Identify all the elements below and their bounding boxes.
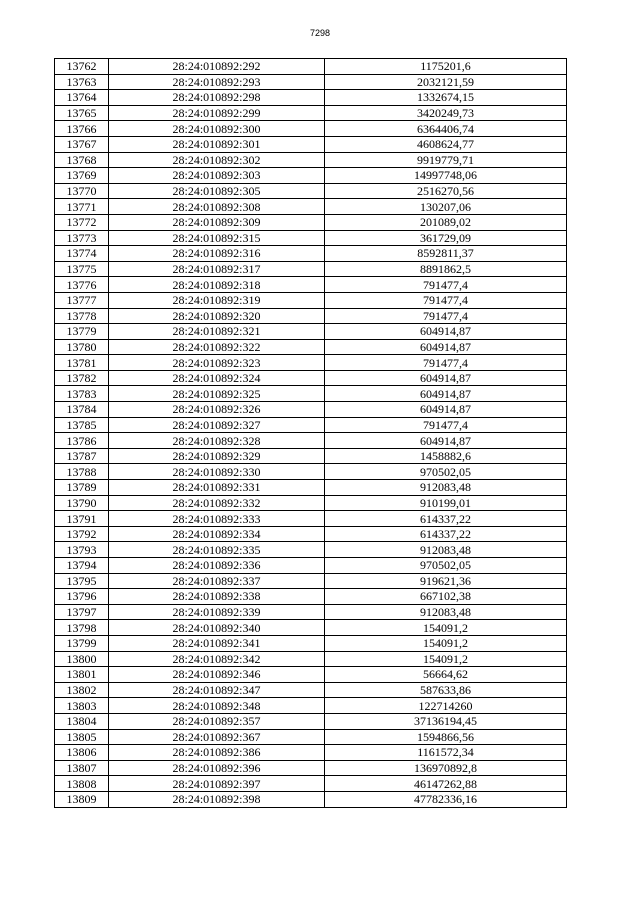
cadastral-number-cell: 28:24:010892:339 xyxy=(109,604,325,620)
table-row xyxy=(55,713,567,729)
row-number-cell: 13799 xyxy=(55,635,109,651)
table-row xyxy=(55,339,567,355)
cadastral-value-cell: 154091,2 xyxy=(325,651,567,667)
cadastral-value-cell: 8891862,5 xyxy=(325,261,567,277)
row-number-cell: 13785 xyxy=(55,417,109,433)
row-number-cell: 13766 xyxy=(55,121,109,137)
row-number-cell: 13808 xyxy=(55,776,109,792)
cadastral-value-cell: 604914,87 xyxy=(325,386,567,402)
cadastral-number-cell: 28:24:010892:320 xyxy=(109,308,325,324)
table-row xyxy=(55,370,567,386)
table-row xyxy=(55,230,567,246)
cadastral-value-cell: 154091,2 xyxy=(325,620,567,636)
cadastral-number-cell: 28:24:010892:329 xyxy=(109,448,325,464)
cadastral-number-cell: 28:24:010892:305 xyxy=(109,183,325,199)
cadastral-number-cell: 28:24:010892:334 xyxy=(109,526,325,542)
cadastral-value-cell: 3420249,73 xyxy=(325,105,567,121)
cadastral-value-cell: 791477,4 xyxy=(325,308,567,324)
cadastral-value-cell: 1175201,6 xyxy=(325,59,567,75)
cadastral-value-cell: 37136194,45 xyxy=(325,713,567,729)
cadastral-number-cell: 28:24:010892:396 xyxy=(109,760,325,776)
table-row xyxy=(55,90,567,106)
row-number-cell: 13776 xyxy=(55,277,109,293)
row-number-cell: 13789 xyxy=(55,480,109,496)
table-row xyxy=(55,651,567,667)
table-body xyxy=(55,59,567,808)
row-number-cell: 13793 xyxy=(55,542,109,558)
table-row xyxy=(55,433,567,449)
cadastral-number-cell: 28:24:010892:333 xyxy=(109,511,325,527)
cadastral-value-cell: 912083,48 xyxy=(325,542,567,558)
table-row xyxy=(55,308,567,324)
cadastral-value-cell: 587633,86 xyxy=(325,682,567,698)
cadastral-value-cell: 791477,4 xyxy=(325,417,567,433)
cadastral-value-cell: 201089,02 xyxy=(325,214,567,230)
table-row xyxy=(55,542,567,558)
cadastral-value-cell: 56664,62 xyxy=(325,667,567,683)
cadastral-number-cell: 28:24:010892:397 xyxy=(109,776,325,792)
table-row xyxy=(55,105,567,121)
row-number-cell: 13779 xyxy=(55,324,109,340)
cadastral-number-cell: 28:24:010892:302 xyxy=(109,152,325,168)
row-number-cell: 13797 xyxy=(55,604,109,620)
cadastral-number-cell: 28:24:010892:347 xyxy=(109,682,325,698)
row-number-cell: 13769 xyxy=(55,168,109,184)
table-row xyxy=(55,635,567,651)
cadastral-number-cell: 28:24:010892:348 xyxy=(109,698,325,714)
row-number-cell: 13774 xyxy=(55,246,109,262)
table-row xyxy=(55,791,567,807)
cadastral-value-cell: 1458882,6 xyxy=(325,448,567,464)
cadastral-number-cell: 28:24:010892:332 xyxy=(109,495,325,511)
cadastral-value-cell: 14997748,06 xyxy=(325,168,567,184)
table-row xyxy=(55,589,567,605)
cadastral-value-cell: 1332674,15 xyxy=(325,90,567,106)
cadastral-value-cell: 1161572,34 xyxy=(325,745,567,761)
table-row xyxy=(55,214,567,230)
row-number-cell: 13775 xyxy=(55,261,109,277)
cadastral-number-cell: 28:24:010892:335 xyxy=(109,542,325,558)
row-number-cell: 13803 xyxy=(55,698,109,714)
table-row xyxy=(55,324,567,340)
cadastral-value-cell: 604914,87 xyxy=(325,370,567,386)
cadastral-number-cell: 28:24:010892:340 xyxy=(109,620,325,636)
cadastral-number-cell: 28:24:010892:318 xyxy=(109,277,325,293)
cadastral-number-cell: 28:24:010892:367 xyxy=(109,729,325,745)
row-number-cell: 13796 xyxy=(55,589,109,605)
cadastral-value-cell: 361729,09 xyxy=(325,230,567,246)
cadastral-number-cell: 28:24:010892:346 xyxy=(109,667,325,683)
cadastral-value-cell: 2032121,59 xyxy=(325,74,567,90)
cadastral-number-cell: 28:24:010892:316 xyxy=(109,246,325,262)
cadastral-value-cell: 8592811,37 xyxy=(325,246,567,262)
row-number-cell: 13801 xyxy=(55,667,109,683)
cadastral-number-cell: 28:24:010892:336 xyxy=(109,558,325,574)
cadastral-value-cell: 604914,87 xyxy=(325,339,567,355)
cadastral-number-cell: 28:24:010892:298 xyxy=(109,90,325,106)
cadastral-value-cell: 791477,4 xyxy=(325,355,567,371)
table-row xyxy=(55,152,567,168)
cadastral-number-cell: 28:24:010892:330 xyxy=(109,464,325,480)
table-row xyxy=(55,355,567,371)
cadastral-number-cell: 28:24:010892:309 xyxy=(109,214,325,230)
row-number-cell: 13786 xyxy=(55,433,109,449)
cadastral-value-cell: 970502,05 xyxy=(325,464,567,480)
row-number-cell: 13809 xyxy=(55,791,109,807)
cadastral-value-cell: 46147262,88 xyxy=(325,776,567,792)
cadastral-number-cell: 28:24:010892:323 xyxy=(109,355,325,371)
row-number-cell: 13787 xyxy=(55,448,109,464)
row-number-cell: 13770 xyxy=(55,183,109,199)
cadastral-value-cell: 604914,87 xyxy=(325,433,567,449)
cadastral-number-cell: 28:24:010892:308 xyxy=(109,199,325,215)
table-row xyxy=(55,183,567,199)
table-row xyxy=(55,464,567,480)
table-row xyxy=(55,667,567,683)
cadastral-value-cell: 2516270,56 xyxy=(325,183,567,199)
table-row xyxy=(55,682,567,698)
table-row xyxy=(55,573,567,589)
cadastral-value-cell: 667102,38 xyxy=(325,589,567,605)
row-number-cell: 13780 xyxy=(55,339,109,355)
cadastral-number-cell: 28:24:010892:328 xyxy=(109,433,325,449)
table-row xyxy=(55,168,567,184)
cadastral-number-cell: 28:24:010892:324 xyxy=(109,370,325,386)
row-number-cell: 13773 xyxy=(55,230,109,246)
row-number-cell: 13802 xyxy=(55,682,109,698)
cadastral-value-cell: 912083,48 xyxy=(325,480,567,496)
table-row xyxy=(55,402,567,418)
row-number-cell: 13800 xyxy=(55,651,109,667)
table-row xyxy=(55,386,567,402)
cadastral-value-cell: 6364406,74 xyxy=(325,121,567,137)
cadastral-value-table xyxy=(54,58,567,808)
cadastral-number-cell: 28:24:010892:341 xyxy=(109,635,325,651)
cadastral-number-cell: 28:24:010892:337 xyxy=(109,573,325,589)
table-row xyxy=(55,448,567,464)
cadastral-value-cell: 791477,4 xyxy=(325,277,567,293)
row-number-cell: 13772 xyxy=(55,214,109,230)
cadastral-number-cell: 28:24:010892:319 xyxy=(109,292,325,308)
table-row xyxy=(55,246,567,262)
cadastral-value-cell: 604914,87 xyxy=(325,324,567,340)
cadastral-number-cell: 28:24:010892:386 xyxy=(109,745,325,761)
table-row xyxy=(55,136,567,152)
cadastral-value-cell: 130207,06 xyxy=(325,199,567,215)
cadastral-value-cell: 919621,36 xyxy=(325,573,567,589)
cadastral-number-cell: 28:24:010892:331 xyxy=(109,480,325,496)
cadastral-value-cell: 910199,01 xyxy=(325,495,567,511)
cadastral-number-cell: 28:24:010892:299 xyxy=(109,105,325,121)
table-row xyxy=(55,776,567,792)
table-row xyxy=(55,199,567,215)
table-row xyxy=(55,59,567,75)
row-number-cell: 13781 xyxy=(55,355,109,371)
cadastral-value-cell: 970502,05 xyxy=(325,558,567,574)
cadastral-number-cell: 28:24:010892:327 xyxy=(109,417,325,433)
cadastral-value-cell: 614337,22 xyxy=(325,526,567,542)
cadastral-value-cell: 1594866,56 xyxy=(325,729,567,745)
row-number-cell: 13783 xyxy=(55,386,109,402)
table-row xyxy=(55,261,567,277)
table-row xyxy=(55,292,567,308)
cadastral-number-cell: 28:24:010892:326 xyxy=(109,402,325,418)
row-number-cell: 13805 xyxy=(55,729,109,745)
row-number-cell: 13807 xyxy=(55,760,109,776)
row-number-cell: 13784 xyxy=(55,402,109,418)
row-number-cell: 13778 xyxy=(55,308,109,324)
cadastral-number-cell: 28:24:010892:357 xyxy=(109,713,325,729)
cadastral-value-cell: 912083,48 xyxy=(325,604,567,620)
row-number-cell: 13791 xyxy=(55,511,109,527)
row-number-cell: 13794 xyxy=(55,558,109,574)
cadastral-number-cell: 28:24:010892:398 xyxy=(109,791,325,807)
table-row xyxy=(55,495,567,511)
row-number-cell: 13795 xyxy=(55,573,109,589)
table-row xyxy=(55,760,567,776)
cadastral-number-cell: 28:24:010892:300 xyxy=(109,121,325,137)
table-row xyxy=(55,74,567,90)
table-row xyxy=(55,417,567,433)
table-row xyxy=(55,277,567,293)
row-number-cell: 13798 xyxy=(55,620,109,636)
table-row xyxy=(55,558,567,574)
cadastral-number-cell: 28:24:010892:342 xyxy=(109,651,325,667)
cadastral-value-cell: 604914,87 xyxy=(325,402,567,418)
table-row xyxy=(55,745,567,761)
table-row xyxy=(55,121,567,137)
cadastral-number-cell: 28:24:010892:301 xyxy=(109,136,325,152)
row-number-cell: 13792 xyxy=(55,526,109,542)
table-row xyxy=(55,511,567,527)
cadastral-value-cell: 47782336,16 xyxy=(325,791,567,807)
table-row xyxy=(55,604,567,620)
row-number-cell: 13777 xyxy=(55,292,109,308)
cadastral-value-cell: 614337,22 xyxy=(325,511,567,527)
cadastral-number-cell: 28:24:010892:303 xyxy=(109,168,325,184)
table-row xyxy=(55,526,567,542)
row-number-cell: 13788 xyxy=(55,464,109,480)
cadastral-number-cell: 28:24:010892:315 xyxy=(109,230,325,246)
row-number-cell: 13804 xyxy=(55,713,109,729)
table-row xyxy=(55,729,567,745)
row-number-cell: 13763 xyxy=(55,74,109,90)
row-number-cell: 13771 xyxy=(55,199,109,215)
cadastral-number-cell: 28:24:010892:317 xyxy=(109,261,325,277)
cadastral-number-cell: 28:24:010892:321 xyxy=(109,324,325,340)
cadastral-value-cell: 791477,4 xyxy=(325,292,567,308)
cadastral-value-cell: 122714260 xyxy=(325,698,567,714)
cadastral-number-cell: 28:24:010892:325 xyxy=(109,386,325,402)
row-number-cell: 13767 xyxy=(55,136,109,152)
row-number-cell: 13768 xyxy=(55,152,109,168)
page-number: 7298 xyxy=(309,28,331,38)
row-number-cell: 13806 xyxy=(55,745,109,761)
cadastral-number-cell: 28:24:010892:322 xyxy=(109,339,325,355)
table-row xyxy=(55,620,567,636)
table-row xyxy=(55,698,567,714)
row-number-cell: 13762 xyxy=(55,59,109,75)
row-number-cell: 13764 xyxy=(55,90,109,106)
cadastral-number-cell: 28:24:010892:293 xyxy=(109,74,325,90)
table-row xyxy=(55,480,567,496)
cadastral-value-cell: 4608624,77 xyxy=(325,136,567,152)
row-number-cell: 13782 xyxy=(55,370,109,386)
cadastral-value-cell: 136970892,8 xyxy=(325,760,567,776)
cadastral-value-cell: 9919779,71 xyxy=(325,152,567,168)
cadastral-number-cell: 28:24:010892:338 xyxy=(109,589,325,605)
row-number-cell: 13790 xyxy=(55,495,109,511)
row-number-cell: 13765 xyxy=(55,105,109,121)
cadastral-value-cell: 154091,2 xyxy=(325,635,567,651)
cadastral-number-cell: 28:24:010892:292 xyxy=(109,59,325,75)
